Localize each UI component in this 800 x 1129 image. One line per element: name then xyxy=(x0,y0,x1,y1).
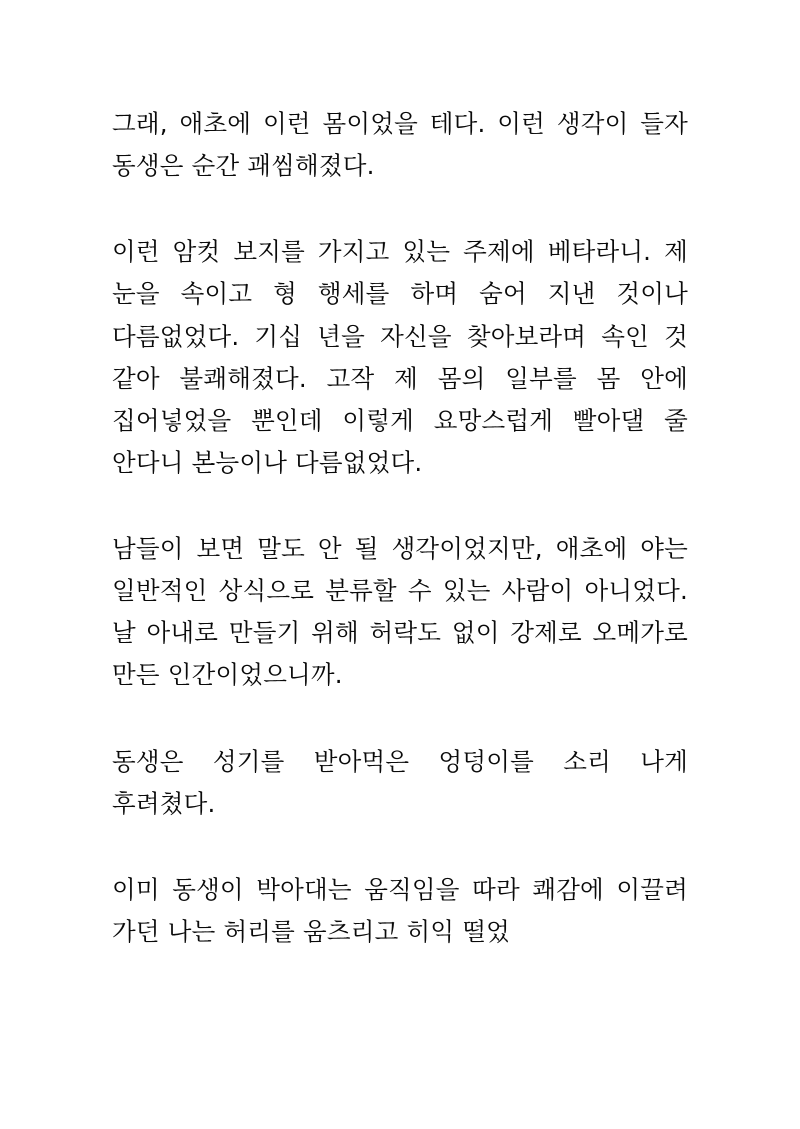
paragraph: 동생은 성기를 받아먹은 엉덩이를 소리 나게 후려쳤다. xyxy=(112,746,688,818)
paragraph: 그래, 애초에 이런 몸이었을 테다. 이런 생각이 들자 동생은 순간 괘씸해졌다. xyxy=(112,109,688,181)
paragraph: 이미 동생이 박아대는 움직임을 따라 쾌감에 이끌려 가던 나는 허리를 움츠리고 히익 떨었 xyxy=(112,874,688,946)
paragraph: 남들이 보면 말도 안 될 생각이었지만, 애초에 야는 일반적인 상식으로 분류할 수 있는 사람이 아니었다. 날 아내로 만들기 위해 허락도 없이 강제로 오메가로 만든 인간이었으니까. xyxy=(112,534,688,690)
paragraph: 이런 암컷 보지를 가지고 있는 주제에 베타라니. 제 눈을 속이고 형 행세를 하며 숨어 지낸 것이나 다름없었다. 기십 년을 자신을 찾아보라며 속인 것 같아 불쾌해졌다. 고작 제 몸의 일부를 몸 안에 집어넣었을 뿐인데 이렇게 요망스럽게 빨아댈 줄 안다니 본능이나 다름없었다. xyxy=(112,237,688,477)
document-body xyxy=(112,103,688,953)
